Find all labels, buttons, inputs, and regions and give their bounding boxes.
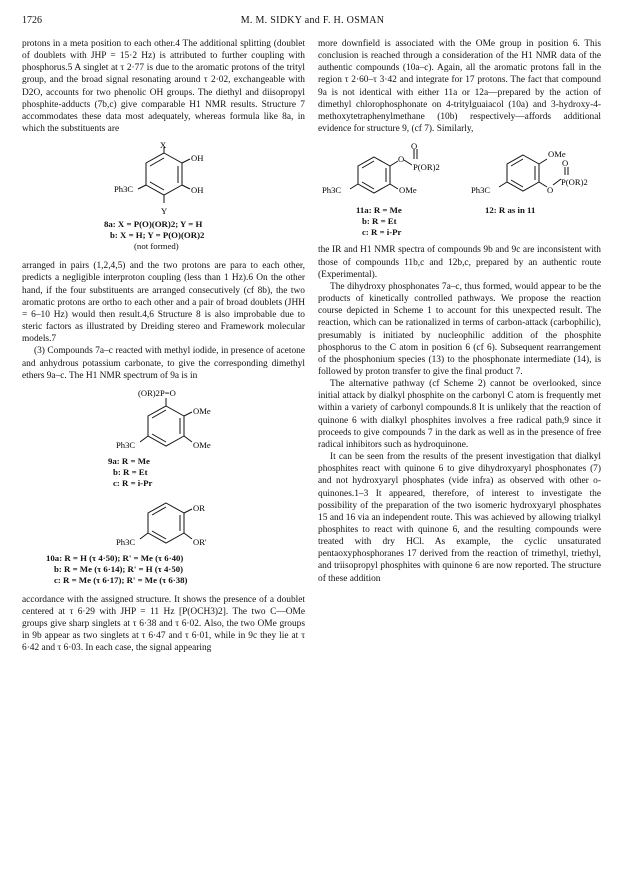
paragraph: (3) Compounds 7a–c reacted with methyl iodide, in presence of acetone and anhydrous potassium carbonate, to give the corresponding dimethyl ethers 9a–c. The H1 NMR spectrum of 9a is in xyxy=(22,346,305,381)
phosphoryl-oxygen: O xyxy=(411,143,418,152)
substituent-ome-top: OMe xyxy=(192,405,211,416)
left-column xyxy=(22,38,305,655)
substituent-ph3c: Ph3C xyxy=(115,439,135,450)
legend-line: b: X = H; Y = P(O)(OR)2 xyxy=(110,230,205,241)
legend-line: c: R = Me (τ 6·17); R' = Me (τ 6·38) xyxy=(54,574,188,585)
structure-8-drawing xyxy=(64,141,264,219)
substituent-y: Y xyxy=(160,206,167,217)
substituent-oh-bottom: OH xyxy=(190,185,203,196)
legend-line: b: R = Et xyxy=(362,216,397,227)
substituent-ph3c: Ph3C xyxy=(115,536,135,547)
legend-note: (not formed) xyxy=(134,241,179,252)
structure-10-figure xyxy=(22,497,305,586)
page-number: 1726 xyxy=(22,15,42,26)
running-header xyxy=(22,13,603,29)
substituent-or-prime: OR' xyxy=(192,536,206,547)
phosphoryl-oxygen: O xyxy=(562,158,569,169)
structure-8-legend xyxy=(22,219,305,252)
structure-10-drawing xyxy=(64,497,264,553)
legend-line: b: R = Et xyxy=(113,466,148,477)
legend-line: 9a: R = Me xyxy=(108,455,150,466)
paragraph: It can be seen from the results of the present investigation that dialkyl phosphites react with quinone 6 to give dihydroxyaryl phosphonates (7) and not hydroxyaryl phosphates (vide infra) as observed with other o-quinones.1–3 It appeared, therefore, of interest to investigate the possibility of the preparation of the two isomeric hydroxyaryl phosphates 15 and 16 via an independent route. This was achieved by allowing trialkyl phosphites to react with quinone 6, and the resulting compounds were treated with dry HCl. As example, the cyclic unsaturated pentaoxyphosphoranes 17 derived from the reaction of trimethyl, triethyl, and triisopropyl phosphites with quinone 6 are now reported. The structure of these addition xyxy=(318,452,601,584)
legend-line: c: R = i-Pr xyxy=(113,477,153,488)
structure-12-legend xyxy=(461,205,601,216)
substituent-ome-bottom: OMe xyxy=(192,439,211,450)
legend-line: 12: R as in 11 xyxy=(485,205,536,216)
substituent-ome: OMe xyxy=(548,149,566,160)
substituent-ph3c: Ph3C xyxy=(471,185,491,196)
paragraph: more downfield is associated with the OMe group in position 6. This conclusion is reached through a consideration of the H1 NMR data of the authentic compounds (10a–c). Again, all the aromatic protons fall in the region τ 2·60–τ 3·42 and integrate for 17 protons. The fact that compound 9a is not identical with either 11a or 12a—prepared by the action of dimethyl chlorophosphonate on 4-tritylguaiacol (10a) and 3-hydroxy-4-methoxytetraphenylmethane (10b) respectively—affords additional evidence for structure 9, (cf 7). Similarly, xyxy=(318,39,601,135)
benzene-ring xyxy=(507,155,539,191)
structure-11-drawing xyxy=(318,143,458,201)
running-header-authors: M. M. SIDKY and F. H. OSMAN xyxy=(240,15,385,26)
paragraph: The dihydroxy phosphonates 7a–c, thus formed, would appear to be the products of kinetically controlled pathways. We propose the reaction course depicted in Scheme 1 to account for this unexpected result. The reaction, which can be rationalized in terms of carbon-attack (carbophilic), presumably is initiated by nucleophilic addition of the phosphite phosphorus to the C atom in position 6 (cf 6). Subsequent rearrangement of the phosphonium species (13) to the phosphonate intermediate (14), is followed by proton transfer to give the final product 7. xyxy=(318,281,601,377)
phosphorus-group: P(OR)2 xyxy=(413,162,440,173)
structure-11-figure xyxy=(318,143,458,238)
paragraph: protons in a meta position to each other.4 The additional splitting (doublet of doublets with JHP = 15·2 Hz) is attributed to further coupling with phosphorus.5 A singlet at τ 2·77 is due to the aromatic protons of the trityl group, and the broad signal resonating around τ 2·02, exchangeable with D2O, accounts for two phenolic OH groups. The diethyl and diisopropyl phosphite-adducts (7b,c) give comparable H1 NMR results. Structure 7 accommodates these data most adequately, whereas formula like 8a, in which the substituents are xyxy=(22,39,305,135)
phosphorus-group: P(OR)2 xyxy=(561,177,588,188)
legend-line: 8a: X = P(O)(OR)2; Y = H xyxy=(104,219,203,230)
substituent-or: OR xyxy=(192,502,205,513)
legend-line: b: R = Me (τ 6·14); R' = H (τ 4·50) xyxy=(54,563,184,574)
structure-12-drawing xyxy=(461,143,601,201)
substituent-oh-top: OH xyxy=(190,153,203,164)
structures-11-12-figure xyxy=(318,143,601,238)
ester-oxygen: O xyxy=(547,185,554,196)
structure-12-figure xyxy=(461,143,601,216)
structure-9-figure xyxy=(22,388,305,489)
right-column xyxy=(318,38,601,585)
benzene-ring xyxy=(358,157,390,193)
benzene-ring xyxy=(148,503,184,543)
phosphonate-group: (OR)2P=O xyxy=(137,387,176,398)
structure-10-legend xyxy=(22,553,305,586)
legend-line: 11a: R = Me xyxy=(356,205,402,216)
benzene-ring xyxy=(148,406,184,446)
structure-11-legend xyxy=(318,205,458,238)
substituent-ome: OMe xyxy=(399,185,417,196)
substituent-x: X xyxy=(159,141,166,151)
paragraph: accordance with the assigned structure. It shows the presence of a doublet centered at τ 6·29 with JHP = 11 Hz [P(OCH3)2]. The two C—OMe groups give sharp singlets at τ 6·38 and τ 6·02. Also, the two OMe groups in 9b appear as two singlets at τ 6·47 and τ 6·01, while in 9c they lie at τ 6·42 and τ 6·03. In each case, the signal appearing xyxy=(22,594,305,654)
legend-line: 10a: R = H (τ 4·50); R' = Me (τ 6·40) xyxy=(46,552,184,563)
paragraph: arranged in pairs (1,2,4,5) and the two protons are para to each other, predicts a negligible interproton coupling (less than 1 Hz).6 On the other hand, if the four substituents are arranged consecutively (cf 8b), the two aromatic protons are ortho to each other and a pair of broad doublets (JHH = 6–10 Hz) would then result.4,6 Structure 8 is also improbable due to steric factors as illustrated by Dreiding stereo and Framework molecular models.7 xyxy=(22,261,305,345)
substituent-ph3c: Ph3C xyxy=(113,184,133,195)
ester-oxygen: O xyxy=(398,154,405,165)
paragraph: The alternative pathway (cf Scheme 2) cannot be overlooked, since initial attack by dialkyl phosphite on the carbonyl C atom is frequently met within a variety of carbonyl compounds.8 It is unlikely that the reaction of quinone 6 with dialkyl phosphites involves a free radical path,9 since it proceeds to give compounds 7 in the dark as well as in the presence of free radical inhibitors such as hydroquinone. xyxy=(318,379,601,450)
paragraph: the IR and H1 NMR spectra of compounds 9b and 9c are inconsistent with those of compounds 11b,c and 12b,c, prepared by an authentic route (Experimental). xyxy=(318,245,601,280)
structure-8-figure xyxy=(22,141,305,252)
benzene-ring xyxy=(146,153,182,195)
substituent-ph3c: Ph3C xyxy=(322,185,342,196)
structure-9-drawing xyxy=(64,388,264,456)
structure-9-legend xyxy=(22,456,305,489)
legend-line: c: R = i-Pr xyxy=(362,227,402,238)
